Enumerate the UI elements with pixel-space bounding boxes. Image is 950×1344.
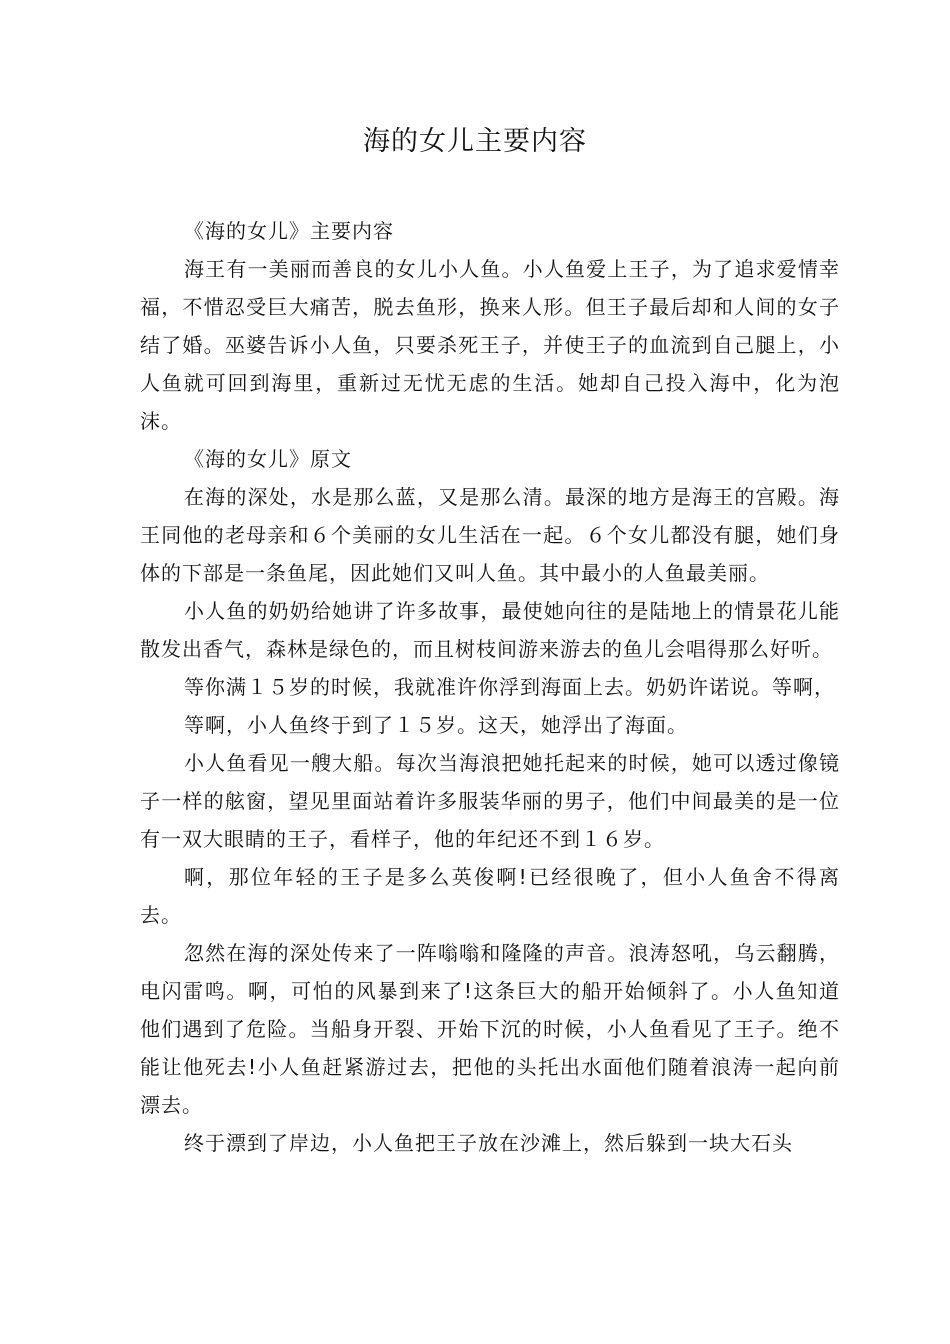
paragraph-summary: 海王有一美丽而善良的女儿小人鱼。小人鱼爱上王子，为了追求爱情幸福，不惜忍受巨大痛苦，脱去鱼形，换来人形。但王子最后却和人间的女子结了婚。巫婆告诉小人鱼，只要杀死王子，并使王子的血流到自己腿上，小人鱼就可回到海里，重新过无忧无虑的生活。她却自己投入海中，化为泡沫。 xyxy=(140,257,840,433)
paragraph: 终于漂到了岸边，小人鱼把王子放在沙滩上，然后躲到一块大石头 xyxy=(184,1131,793,1155)
page-title: 海的女儿主要内容 xyxy=(363,126,587,157)
paragraph: 等你满１５岁的时候，我就准许你浮到海面上去。奶奶许诺说。等啊， xyxy=(184,675,835,699)
paragraph-original-heading: 《海的女儿》原文 xyxy=(184,447,352,471)
document-body xyxy=(140,212,840,1162)
paragraph: 在海的深处，水是那么蓝，又是那么清。最深的地方是海王的宫殿。海王同他的老母亲和６个美丽的女儿生活在一起。６个女儿都没有腿，她们身体的下部是一条鱼尾，因此她们又叫人鱼。其中最小的人鱼最美丽。 xyxy=(140,485,840,585)
paragraph: 忽然在海的深处传来了一阵嗡嗡和隆隆的声音。浪涛怒吼，乌云翻腾，电闪雷鸣。啊，可怕的风暴到来了!这条巨大的船开始倾斜了。小人鱼知道他们遇到了危险。当船身开裂、开始下沉的时候，小人鱼看见了王子。绝不能让他死去!小人鱼赶紧游过去，把他的头托出水面他们随着浪涛一起向前漂去。 xyxy=(140,941,840,1117)
paragraph: 小人鱼的奶奶给她讲了许多故事，最使她向往的是陆地上的情景花儿能散发出香气，森林是绿色的，而且树枝间游来游去的鱼儿会唱得那么好听。 xyxy=(140,599,840,661)
paragraph: 等啊，小人鱼终于到了１５岁。这天，她浮出了海面。 xyxy=(184,713,688,737)
paragraph: 啊，那位年轻的王子是多么英俊啊!已经很晚了，但小人鱼舍不得离去。 xyxy=(140,865,840,927)
paragraph: 小人鱼看见一艘大船。每次当海浪把她托起来的时候，她可以透过像镜子一样的舷窗，望见里面站着许多服装华丽的男子，他们中间最美的是一位有一双大眼睛的王子，看样子，他的年纪还不到１６岁。 xyxy=(140,751,840,851)
paragraph-summary-heading: 《海的女儿》主要内容 xyxy=(184,219,394,243)
